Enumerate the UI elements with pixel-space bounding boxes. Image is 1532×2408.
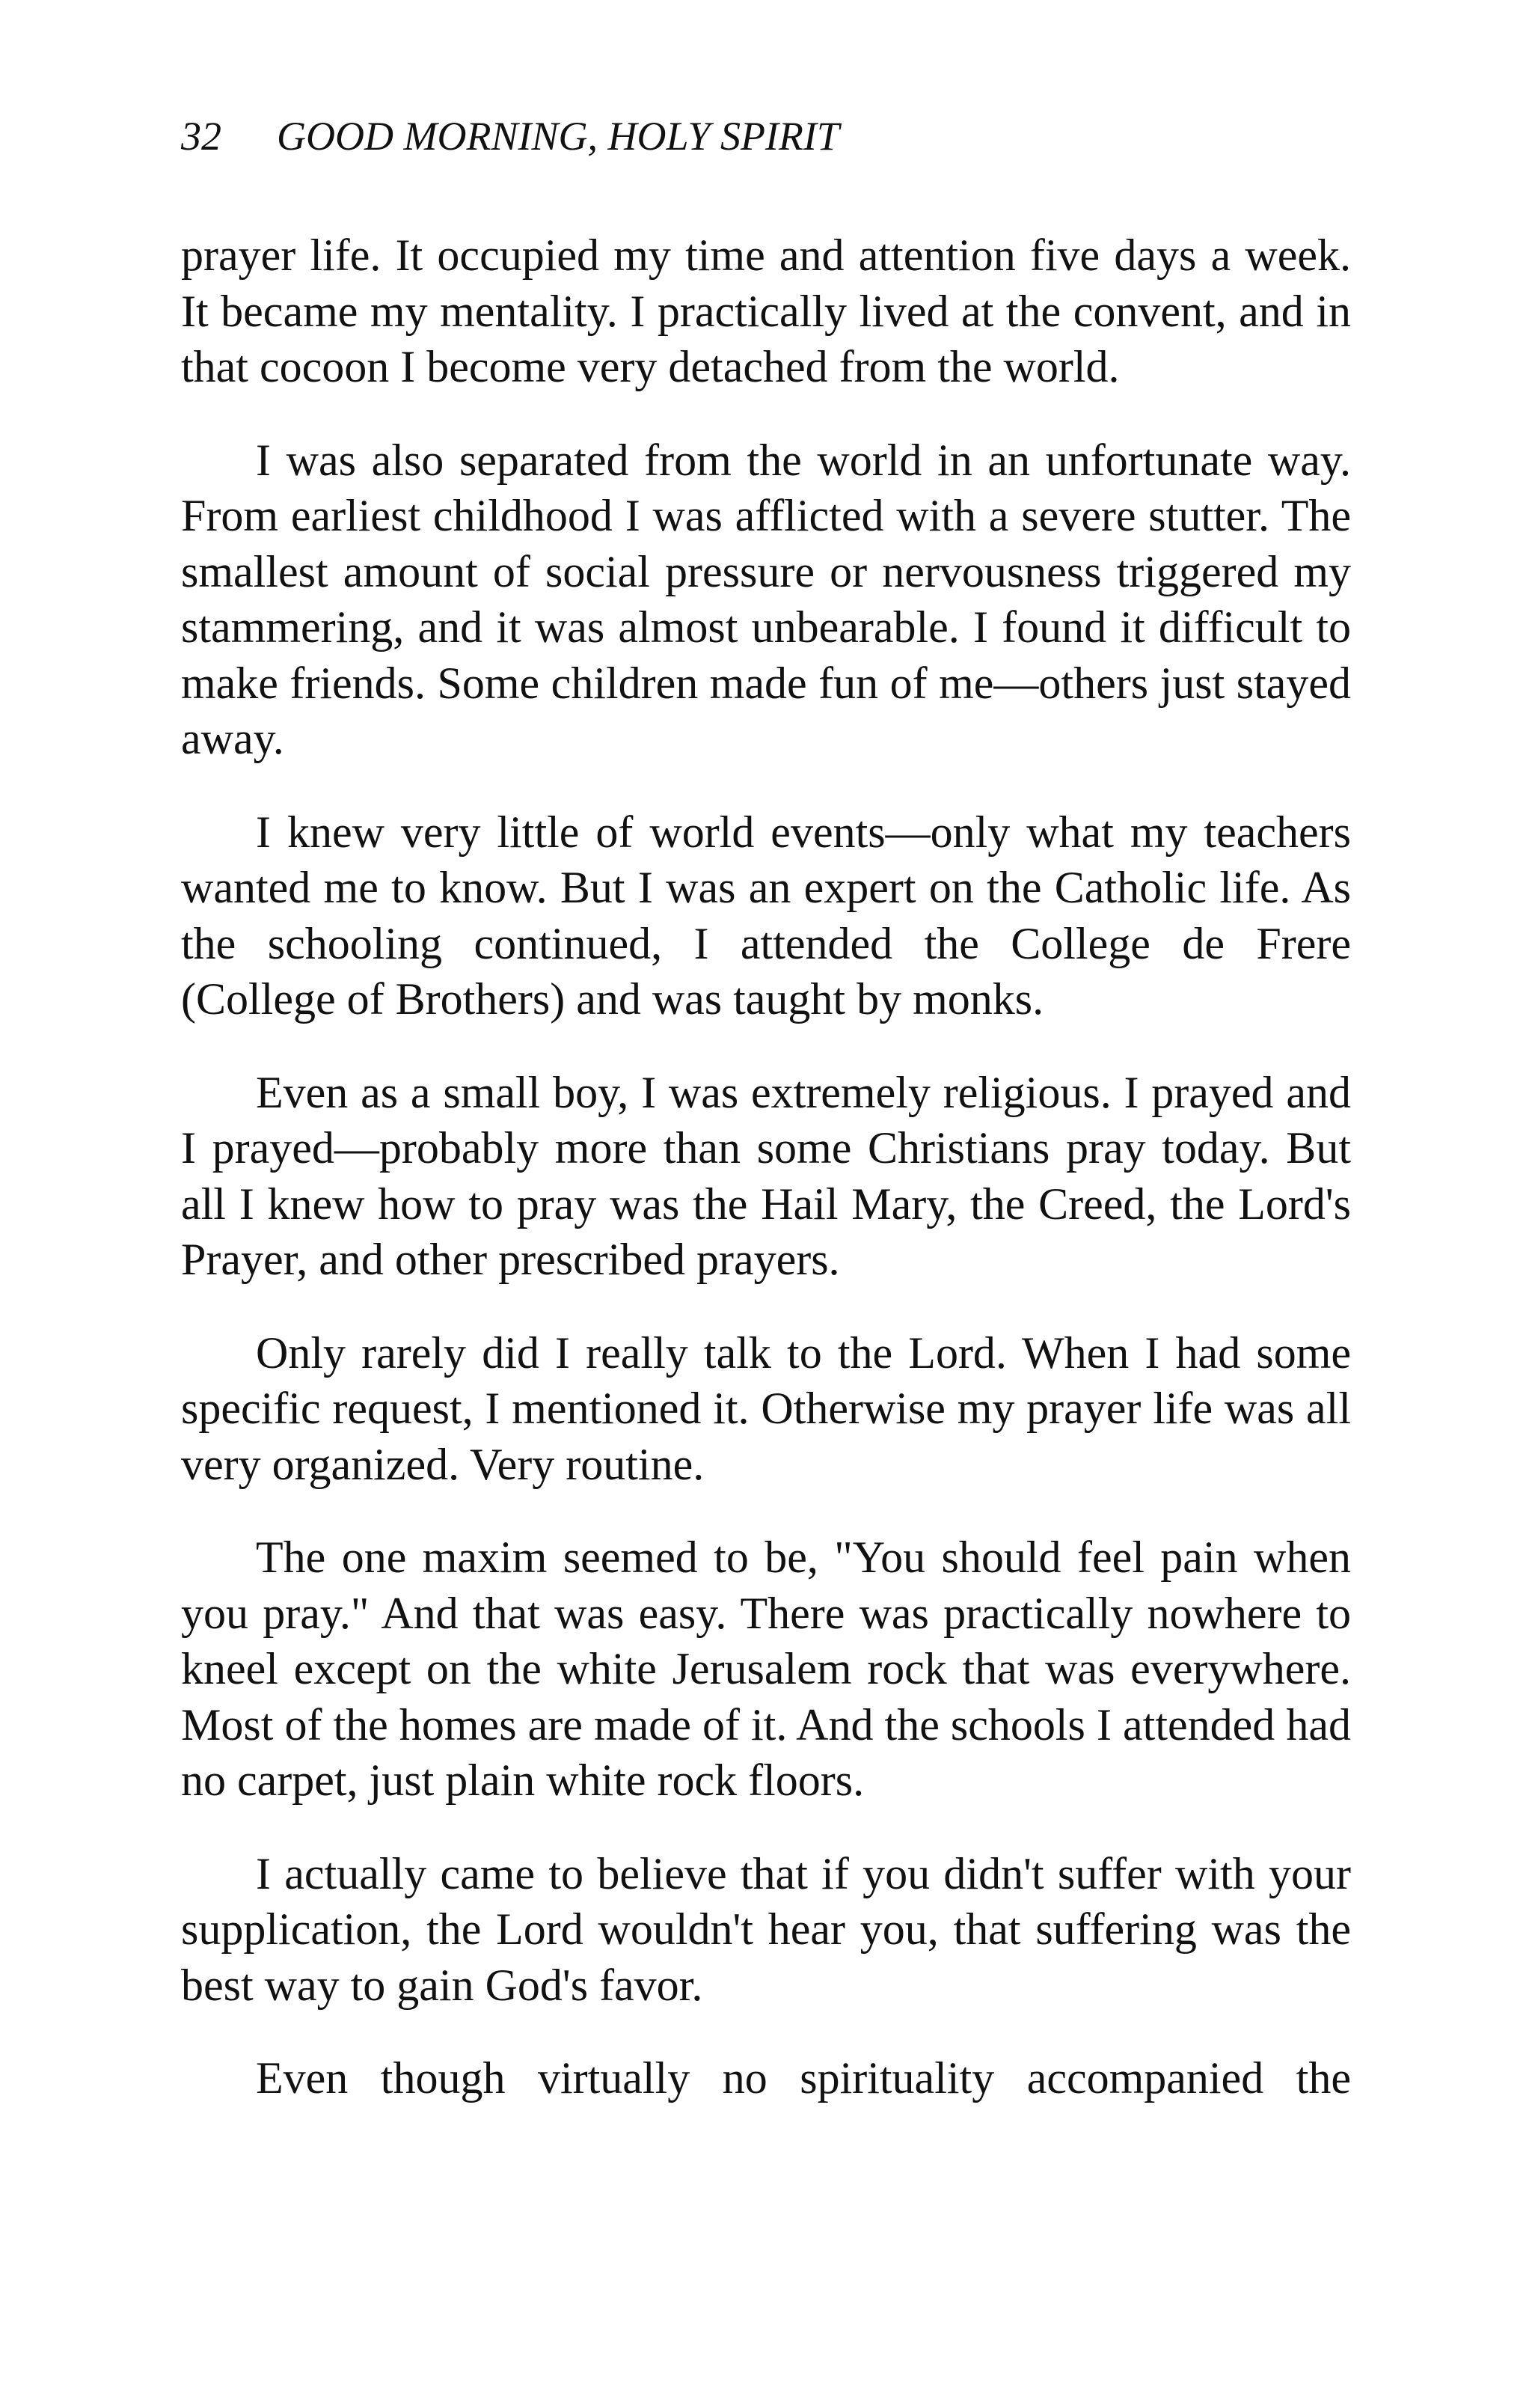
book-title: GOOD MORNING, HOLY SPIRIT	[277, 114, 839, 159]
paragraph: Even as a small boy, I was extremely religious. I prayed and I prayed—probably more than some Christians pray today. But all I knew how to pray was the Hail Mary, the Creed, the Lord's Prayer, and other prescribed prayers.	[181, 1067, 1351, 1284]
book-page	[181, 0, 1351, 2408]
paragraph: I knew very little of world events—only what my teachers wanted me to know. But I was an expert on the Catholic life. As the schooling continued, I attended the College de Frere (College of Brothers) and was taught by monks.	[181, 807, 1351, 1024]
paragraph-continued: prayer life. It occupied my time and attention five days a week. It became my mentality. I practically lived at the convent, and in that cocoon I become very detached from the world.	[181, 230, 1351, 391]
paragraph: Only rarely did I really talk to the Lord. When I had some specific request, I mentioned it. Otherwise my prayer life was all very organized. Very routine.	[181, 1327, 1351, 1489]
paragraph: The one maxim seemed to be, "You should feel pain when you pray." And that was easy. There was practically nowhere to kneel except on the white Jerusalem rock that was everywhere. Most of the homes are made of it. And the schools I attended had no carpet, just plain white rock floors.	[181, 1532, 1351, 1805]
page-number: 32	[181, 114, 221, 159]
paragraph: I actually came to believe that if you didn't suffer with your supplication, the Lord wouldn't hear you, that suffering was the best way to gain God's favor.	[181, 1848, 1351, 2010]
body-text	[181, 227, 1351, 2144]
paragraph: I was also separated from the world in an unfortunate way. From earliest childhood I was afflicted with a severe stutter. The smallest amount of social pressure or nervousness triggered my stammering, and it was almost unbearable. I found it difficult to make friends. Some children made fun of me—others just stayed away.	[181, 435, 1351, 763]
running-header	[181, 112, 839, 160]
paragraph-continues: Even though virtually no spirituality accompanied the	[256, 2053, 1351, 2103]
